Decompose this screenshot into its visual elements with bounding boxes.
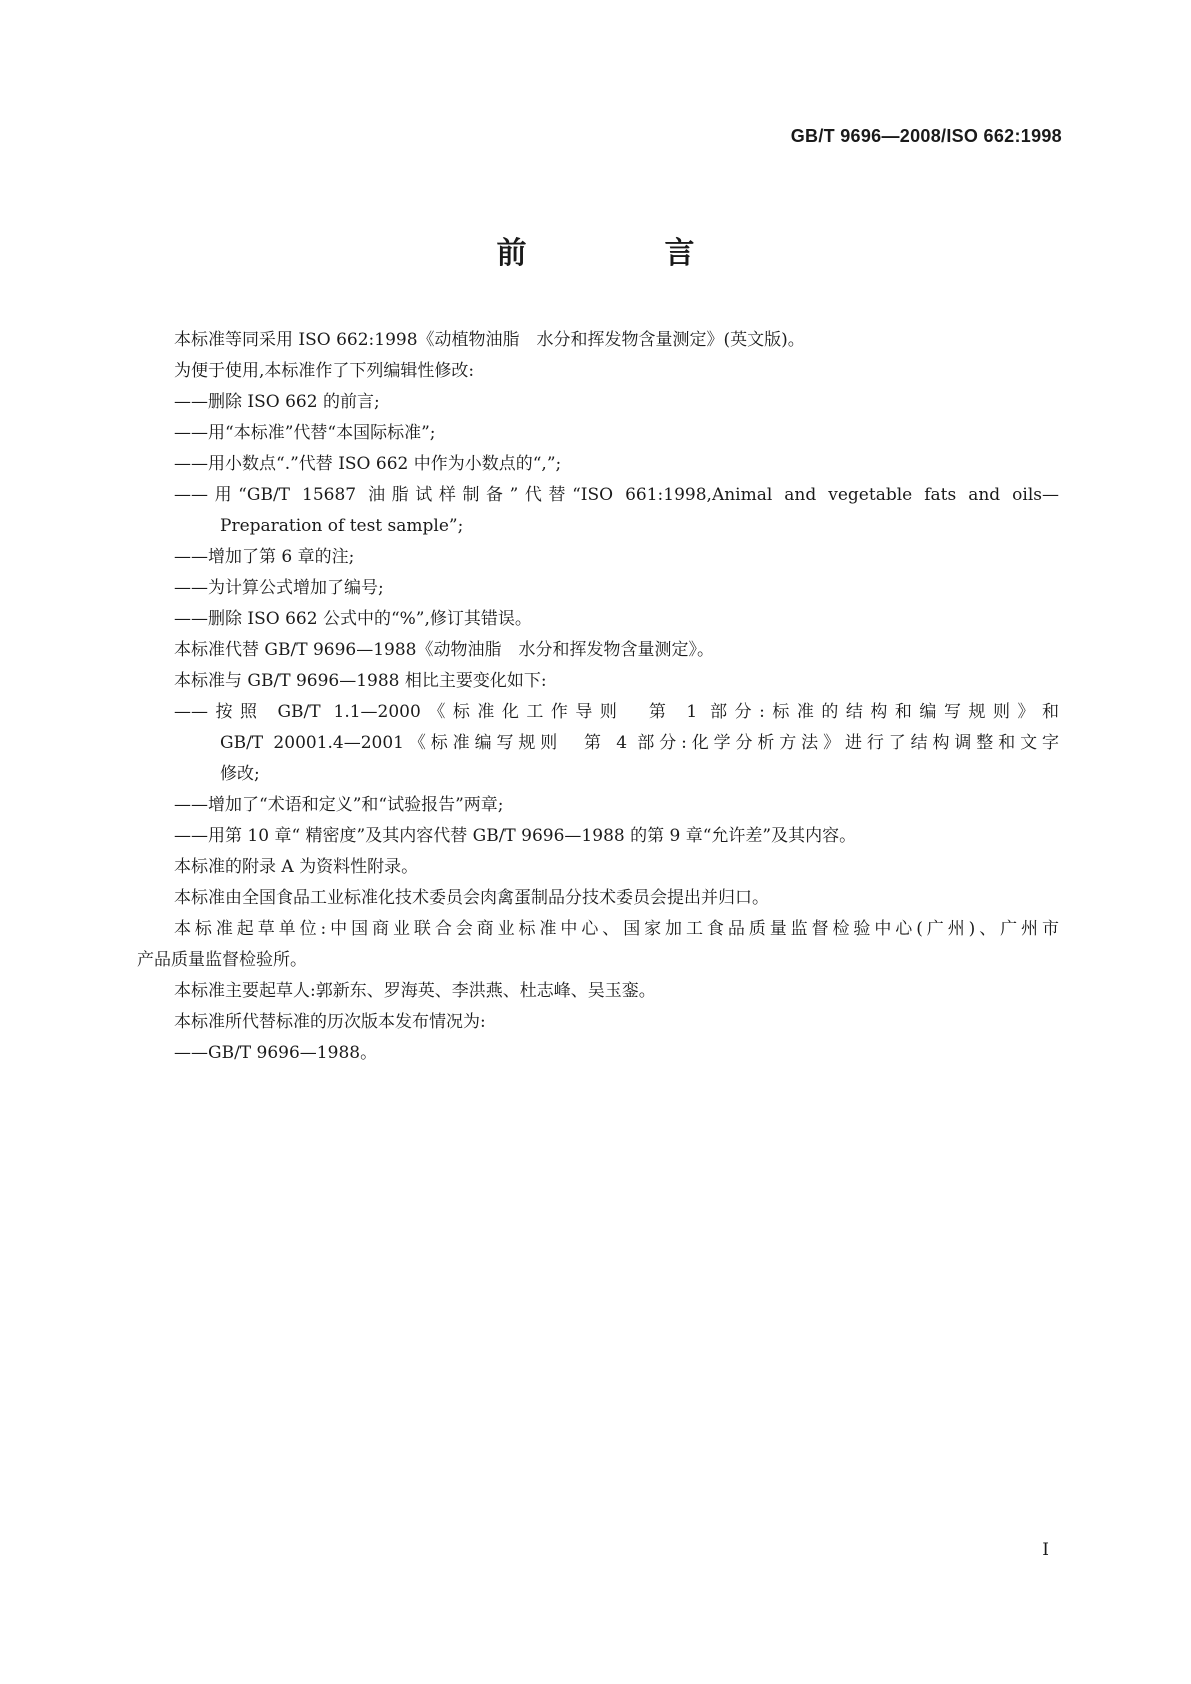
paragraph-changes-intro: 本标准与 GB/T 9696—1988 相比主要变化如下:	[174, 671, 547, 691]
list-item-continuation: 修改;	[220, 764, 260, 784]
list-item: ——用第 10 章“ 精密度”及其内容代替 GB/T 9696—1988 的第 9 章“允许差”及其内容。	[174, 826, 857, 846]
list-item-continuation: Preparation of test sample”;	[220, 516, 464, 536]
paragraph-drafting-units-continuation: 产品质量监督检验所。	[137, 950, 307, 970]
paragraph-history-intro: 本标准所代替标准的历次版本发布情况为:	[174, 1012, 486, 1032]
list-item: ——删除 ISO 662 的前言;	[174, 392, 380, 412]
paragraph-drafting-units: 本标准起草单位:中国商业联合会商业标准中心、国家加工食品质量监督检验中心(广州)、广州市	[174, 919, 1059, 939]
list-item: ——删除 ISO 662 公式中的“%”,修订其错误。	[174, 609, 532, 629]
paragraph-committee: 本标准由全国食品工业标准化技术委员会肉禽蛋制品分技术委员会提出并归口。	[174, 888, 769, 908]
list-item: ——用“本标准”代替“本国际标准”;	[174, 423, 436, 443]
paragraph-annex: 本标准的附录 A 为资料性附录。	[174, 857, 419, 877]
standard-code: GB/T 9696—2008/ISO 662:1998	[790, 126, 1062, 146]
page-number: I	[1042, 1540, 1049, 1560]
page-title: 前 言	[496, 236, 749, 271]
list-item: ——增加了第 6 章的注;	[174, 547, 355, 567]
paragraph-replaces: 本标准代替 GB/T 9696—1988《动物油脂 水分和挥发物含量测定》。	[174, 640, 714, 660]
list-item: ——增加了“术语和定义”和“试验报告”两章;	[174, 795, 504, 815]
list-item: ——为计算公式增加了编号;	[174, 578, 384, 598]
list-item-continuation: GB/T 20001.4—2001《标准编写规则 第 4 部分:化学分析方法》进行了结构调整和文字	[220, 733, 1059, 753]
list-item: ——用“GB/T 15687 油脂试样制备”代替“ISO 661:1998,Animal and vegetable fats and oils—	[174, 485, 1059, 505]
list-item: ——按照 GB/T 1.1—2000《标准化工作导则 第 1 部分:标准的结构和编写规则》和	[174, 702, 1059, 722]
paragraph-drafters: 本标准主要起草人:郭新东、罗海英、李洪燕、杜志峰、吴玉銮。	[174, 981, 656, 1001]
paragraph-adoption: 本标准等同采用 ISO 662:1998《动植物油脂 水分和挥发物含量测定》(英文版)。	[174, 330, 805, 350]
foreword-body	[137, 325, 1059, 1069]
list-item: ——用小数点“.”代替 ISO 662 中作为小数点的“,”;	[174, 454, 562, 474]
paragraph-editorial-intro: 为便于使用,本标准作了下列编辑性修改:	[174, 361, 475, 381]
list-item: ——GB/T 9696—1988。	[174, 1043, 378, 1063]
